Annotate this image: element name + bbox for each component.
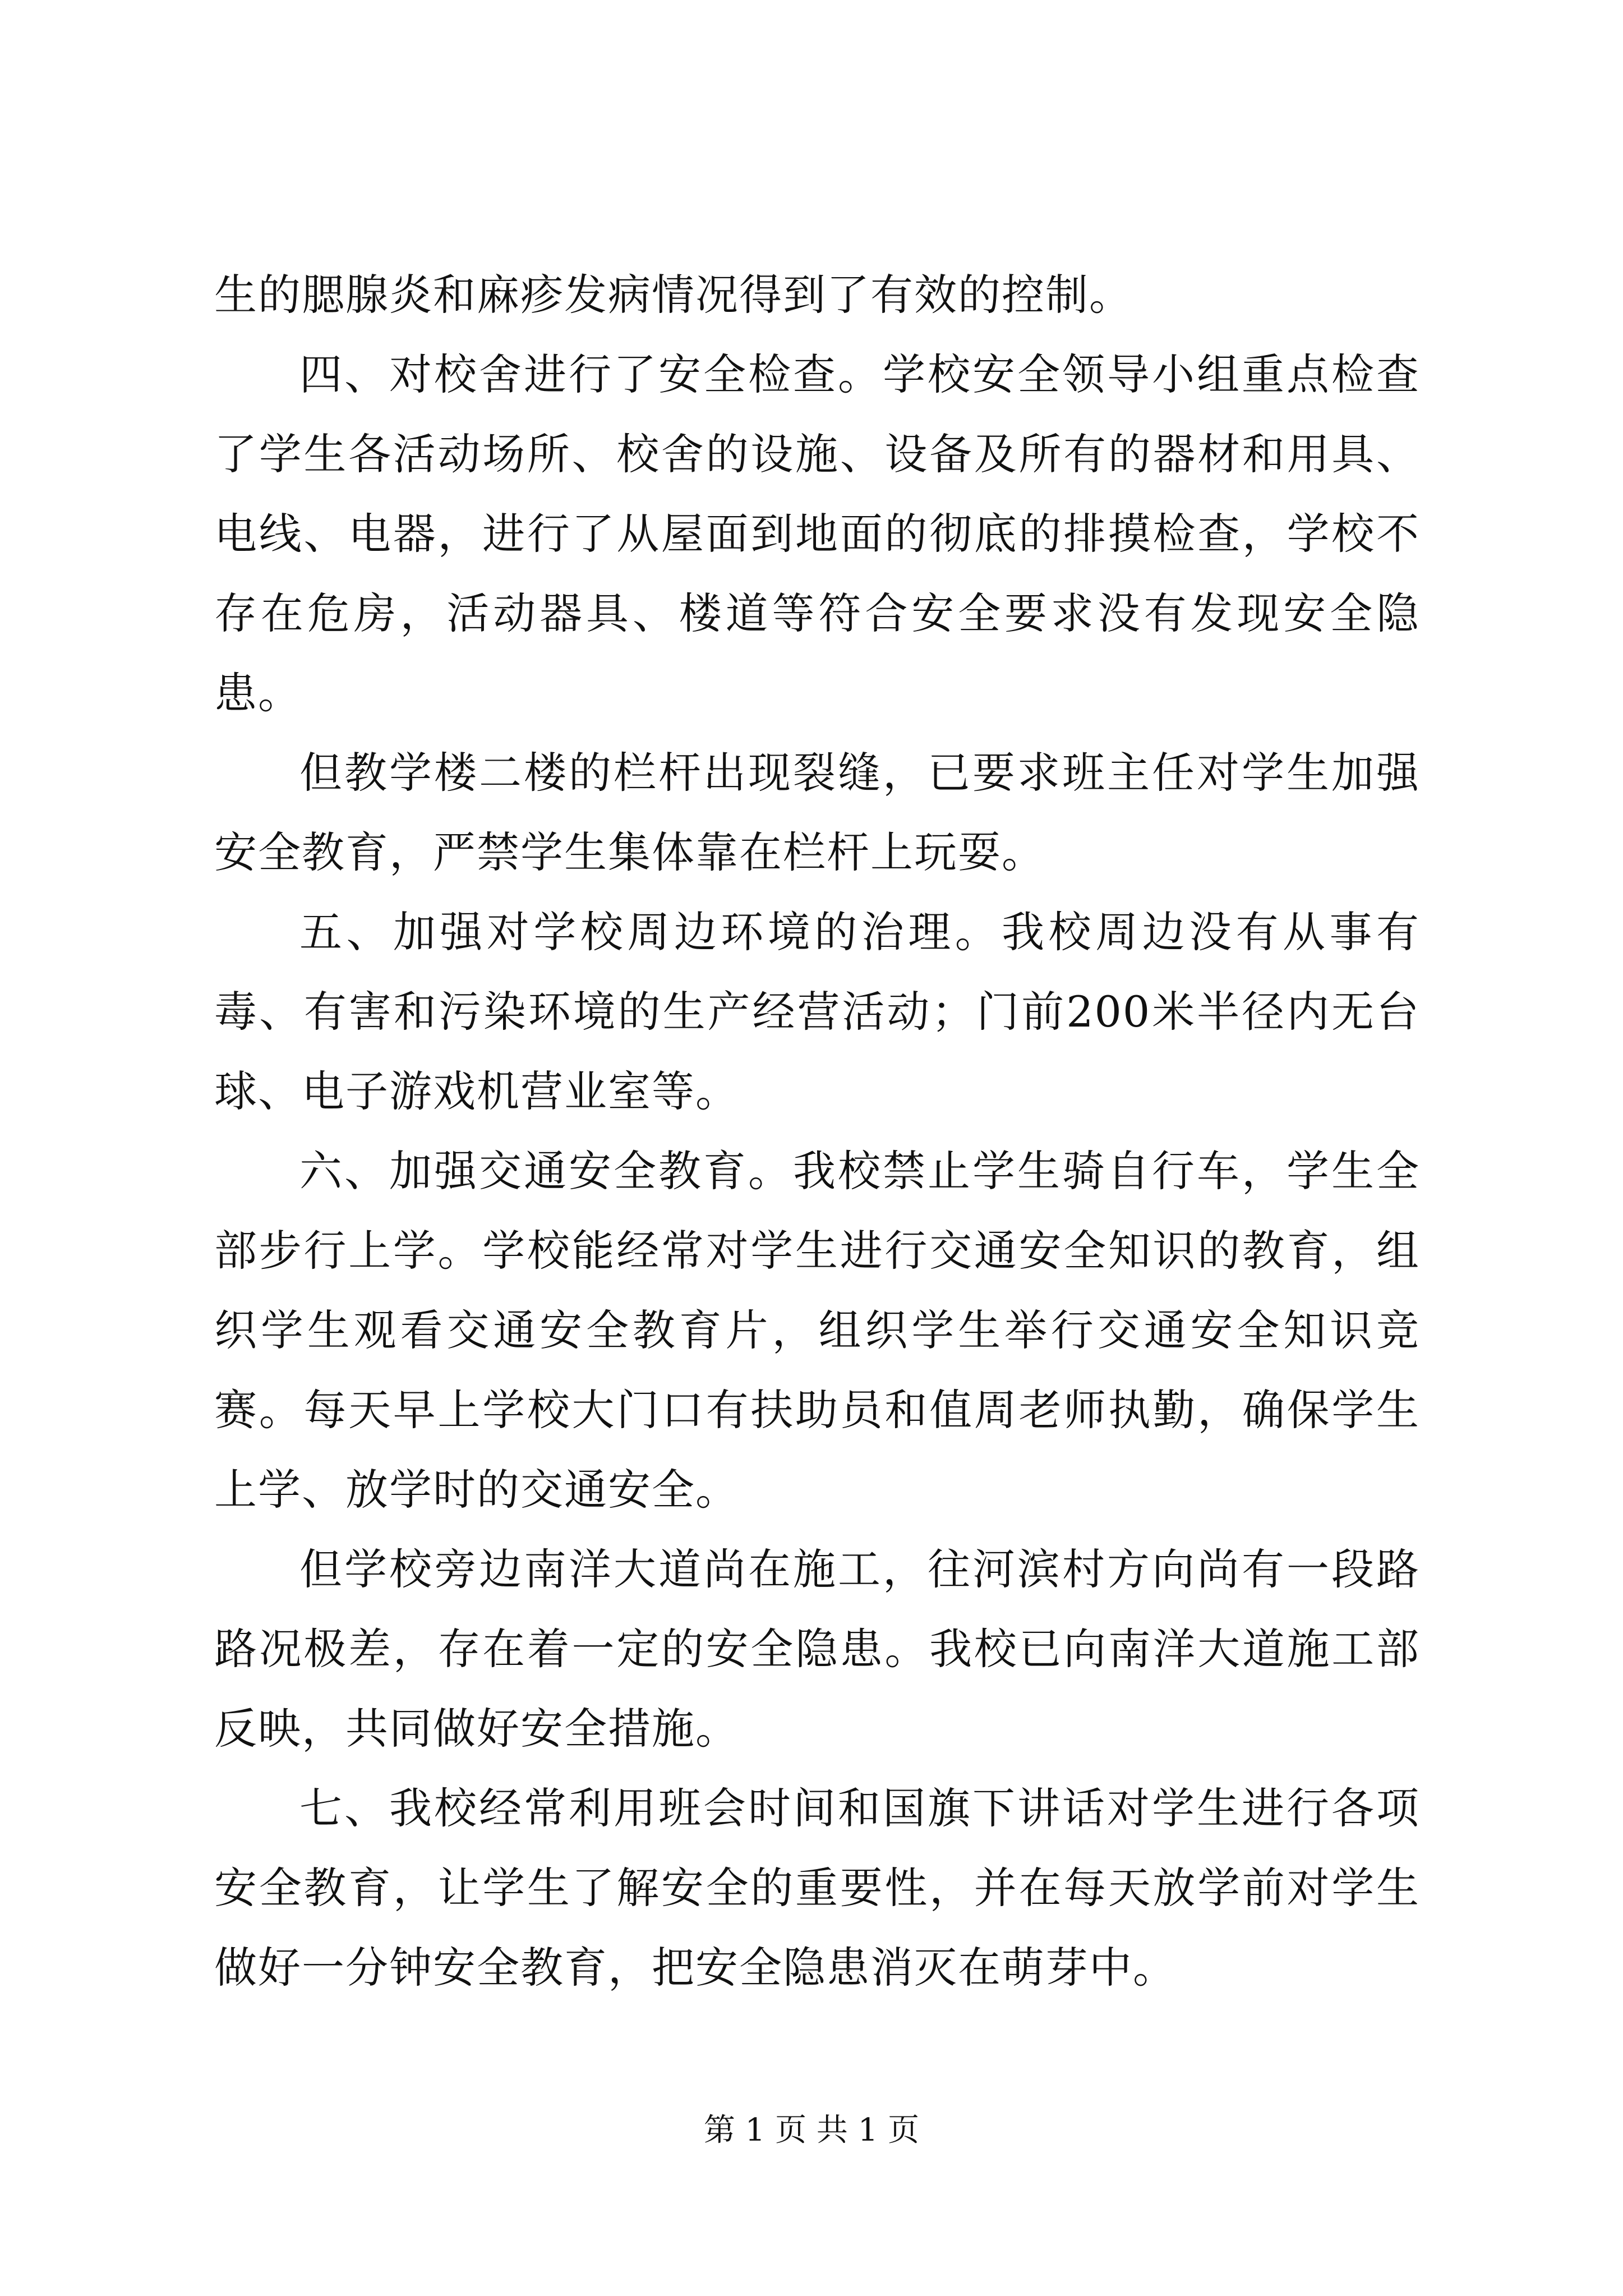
paragraph: 生的腮腺炎和麻疹发病情况得到了有效的控制。 [214,270,1133,320]
paragraph: 但学校旁边南洋大道尚在施工，往河滨村方向尚有一段路路况极差，存在着一定的安全隐患。我校已向南洋大道施工部反映，共同做好安全措施。 [214,1544,1420,1754]
page-footer: 第 1 页 共 1 页 [703,2112,920,2148]
paragraph: 七、我校经常利用班会时间和国旗下讲话对学生进行各项安全教育，让学生了解安全的重要性，并在每天放学前对学生做好一分钟安全教育，把安全隐患消灭在萌芽中。 [214,1783,1420,1993]
paragraph: 但教学楼二楼的栏杆出现裂缝，已要求班主任对学生加强安全教育，严禁学生集体靠在栏杆上玩耍。 [214,748,1420,877]
paragraph: 六、加强交通安全教育。我校禁止学生骑自行车，学生全部步行上学。学校能经常对学生进行交通安全知识的教育，组织学生观看交通安全教育片，组织学生举行交通安全知识竞赛。每天早上学校大门口有扶助员和值周老师执勤，确保学生上学、放学时的交通安全。 [214,1146,1420,1515]
document-body [214,255,1420,2008]
paragraph: 四、对校舍进行了安全检查。学校安全领导小组重点检查了学生各活动场所、校舍的设施、设备及所有的器材和用具、电线、电器，进行了从屋面到地面的彻底的排摸检查，学校不存在危房，活动器具、楼道等符合安全要求没有发现安全隐患。 [214,349,1420,718]
paragraph: 五、加强对学校周边环境的治理。我校周边没有从事有毒、有害和污染环境的生产经营活动；门前200米半径内无台球、电子游戏机营业室等。 [214,907,1420,1116]
